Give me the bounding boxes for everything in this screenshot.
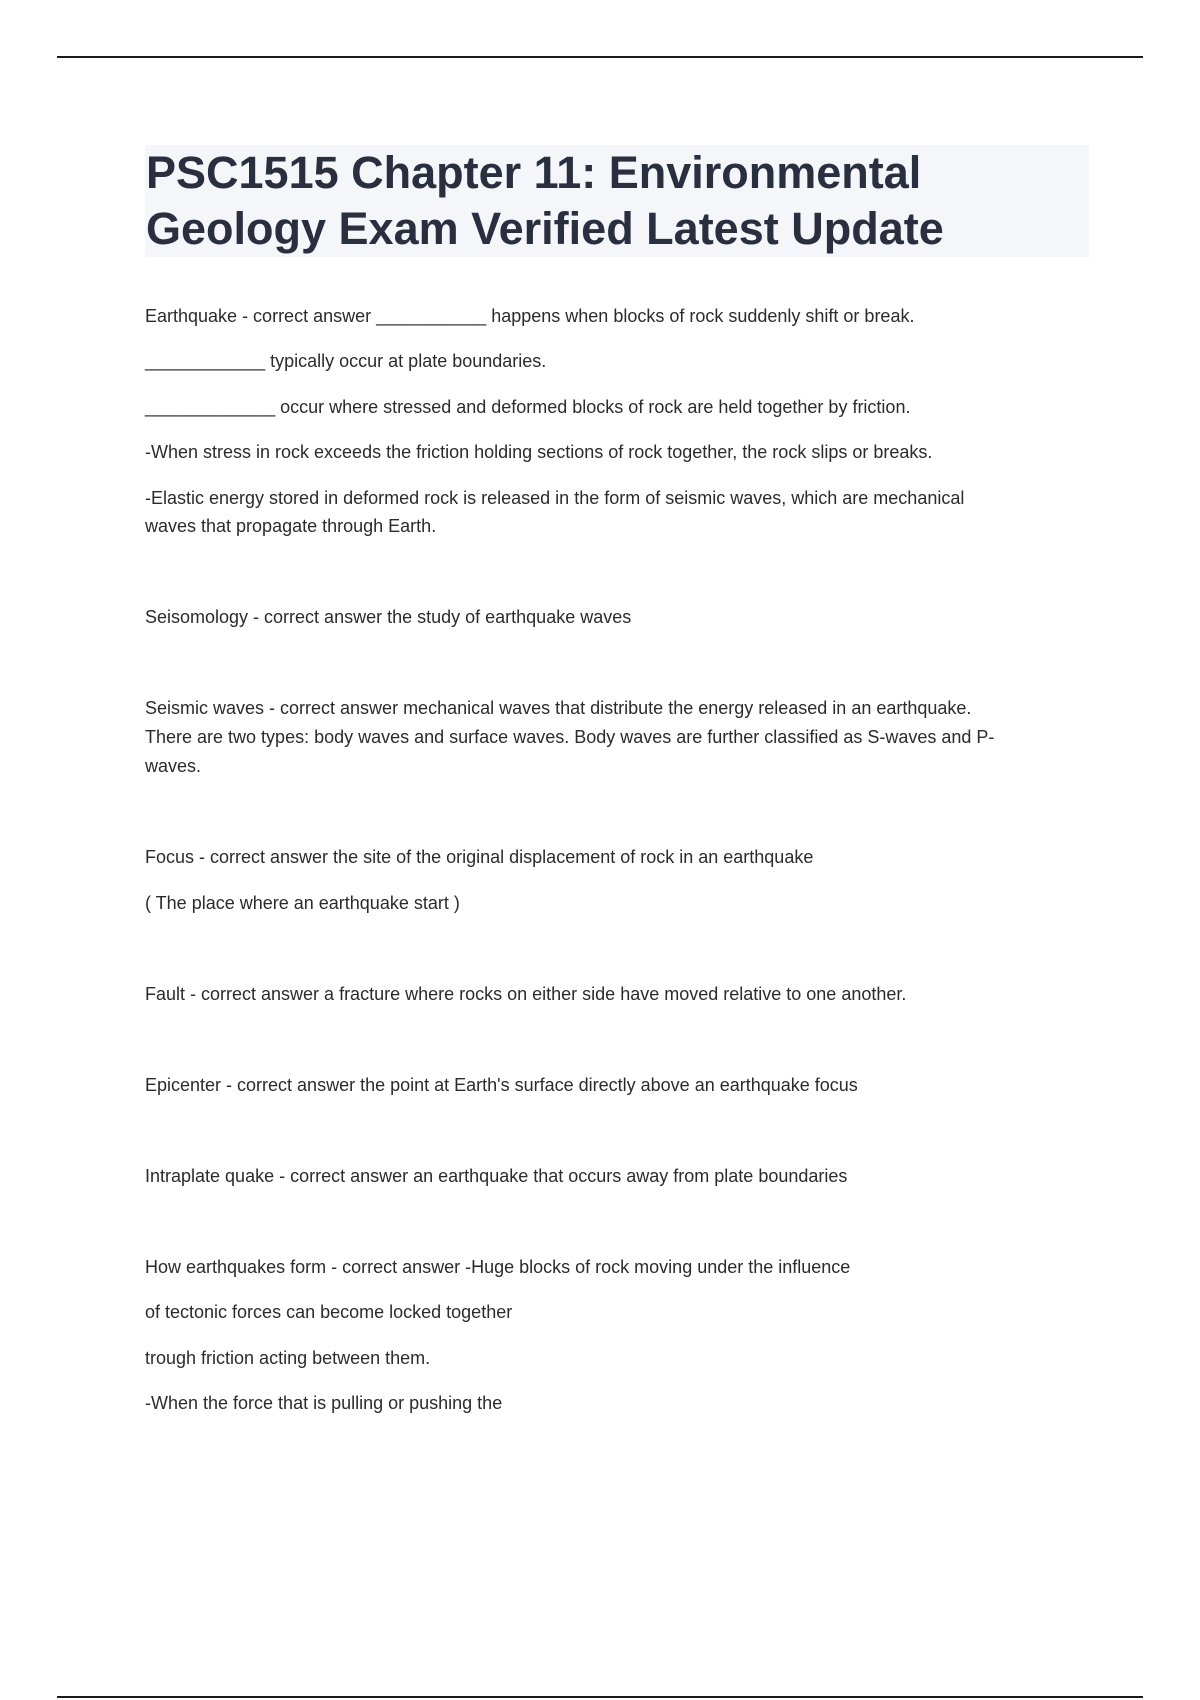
- how-earthquakes-form-line-3: trough friction acting between them.: [145, 1348, 431, 1368]
- earthquake-line-4: -When stress in rock exceeds the friction holding sections of rock together, the rock slips or breaks.: [145, 442, 933, 462]
- seismic-waves-line-3: waves.: [145, 756, 202, 776]
- how-earthquakes-form-line-2: of tectonic forces can become locked together: [145, 1302, 513, 1322]
- earthquake-line-6: waves that propagate through Earth.: [145, 516, 437, 536]
- page-title-line-2: Geology Exam Verified Latest Update: [146, 203, 944, 254]
- earthquake-line-5: -Elastic energy stored in deformed rock is released in the form of seismic waves, which are mechanical: [145, 488, 965, 508]
- top-divider: [57, 56, 1143, 58]
- earthquake-line-3: _____________ occur where stressed and deformed blocks of rock are held together by friction.: [145, 397, 911, 417]
- intraplate-definition: Intraplate quake - correct answer an earthquake that occurs away from plate boundaries: [145, 1166, 848, 1186]
- focus-definition: Focus - correct answer the site of the original displacement of rock in an earthquake: [145, 847, 814, 867]
- epicenter-definition: Epicenter - correct answer the point at Earth's surface directly above an earthquake focus: [145, 1075, 858, 1095]
- how-earthquakes-form-line-4: -When the force that is pulling or pushing the: [145, 1393, 503, 1413]
- fault-definition: Fault - correct answer a fracture where rocks on either side have moved relative to one another.: [145, 984, 907, 1004]
- bottom-divider: [57, 1696, 1143, 1698]
- page-title-line-1: PSC1515 Chapter 11: Environmental: [146, 147, 922, 198]
- seismology-definition: Seisomology - correct answer the study of earthquake waves: [145, 607, 632, 627]
- seismic-waves-definition: Seismic waves - correct answer mechanical waves that distribute the energy released in an earthquake.: [145, 698, 972, 718]
- seismic-waves-line-2: There are two types: body waves and surface waves. Body waves are further classified as S-waves and P-: [145, 727, 995, 747]
- how-earthquakes-form-definition: How earthquakes form - correct answer -Huge blocks of rock moving under the influence: [145, 1257, 851, 1277]
- earthquake-line-2: ____________ typically occur at plate boundaries.: [145, 351, 547, 371]
- earthquake-definition: Earthquake - correct answer ___________ happens when blocks of rock suddenly shift or break.: [145, 306, 915, 326]
- focus-note: ( The place where an earthquake start ): [145, 893, 460, 913]
